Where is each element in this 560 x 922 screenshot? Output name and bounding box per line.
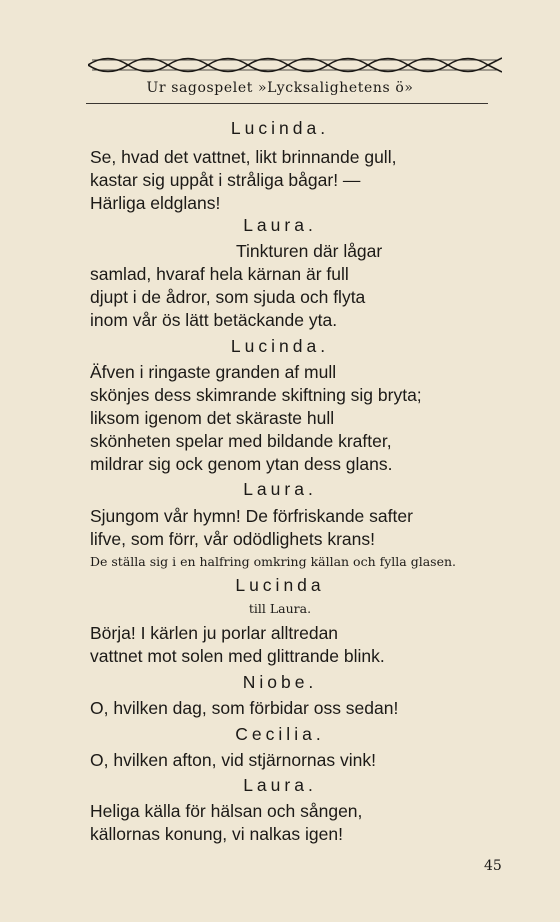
speaker-name: Lucinda. <box>230 118 330 138</box>
speaker-name: Cecilia. <box>235 724 325 744</box>
header-rule <box>86 103 488 104</box>
verse-line: källornas konung, vi nalkas igen! <box>90 824 343 844</box>
decorative-header-ornament <box>88 52 502 78</box>
running-head: Ur sagospelet »Lycksalighetens ö» <box>146 80 414 96</box>
verse-line: lifve, som förr, vår odödlighets krans! <box>90 529 375 549</box>
verse-line: liksom igenom det skäraste hull <box>90 408 335 428</box>
verse-line: Börja! I kärlen ju porlar alltredan <box>90 623 339 643</box>
speaker-name: Niobe. <box>242 672 318 692</box>
speaker-name: Laura. <box>243 215 317 235</box>
verse-line: mildrar sig ock genom ytan dess glans. <box>90 454 393 474</box>
verse-line: O, hvilken afton, vid stjärnornas vink! <box>90 750 376 770</box>
verse-line: kastar sig uppåt i stråliga bågar! — <box>90 170 361 190</box>
verse-line: djupt i de ådror, som sjuda och flyta <box>90 287 366 307</box>
speaker-name: Laura. <box>243 775 317 795</box>
verse-line: vattnet mot solen med glittrande blink. <box>90 646 385 666</box>
verse-line: Tinkturen där lågar <box>236 241 383 261</box>
verse-line: inom vår ös lätt betäckande yta. <box>90 310 338 330</box>
verse-line: Härliga eldglans! <box>90 193 221 213</box>
verse-line: skönheten spelar med bildande krafter, <box>90 431 392 451</box>
verse-line: Äfven i ringaste granden af mull <box>90 362 337 382</box>
stage-direction: till Laura. <box>248 601 312 616</box>
verse-line: Sjungom vår hymn! De förfriskande safter <box>90 506 413 526</box>
verse-line: skönjes dess skimrande skiftning sig bryta; <box>90 385 422 405</box>
speaker-name: Lucinda <box>235 575 325 595</box>
verse-line: Heliga källa för hälsan och sången, <box>90 801 363 821</box>
verse-line: O, hvilken dag, som förbidar oss sedan! <box>90 698 399 718</box>
speaker-name: Lucinda. <box>230 336 330 356</box>
stage-direction: De ställa sig i en halfring omkring källan och fylla glasen. <box>90 554 457 569</box>
verse-line: Se, hvad det vattnet, likt brinnande gull, <box>90 147 397 167</box>
speaker-name: Laura. <box>243 479 317 499</box>
verse-line: samlad, hvaraf hela kärnan är full <box>90 264 349 284</box>
page-number: 45 <box>484 858 502 874</box>
